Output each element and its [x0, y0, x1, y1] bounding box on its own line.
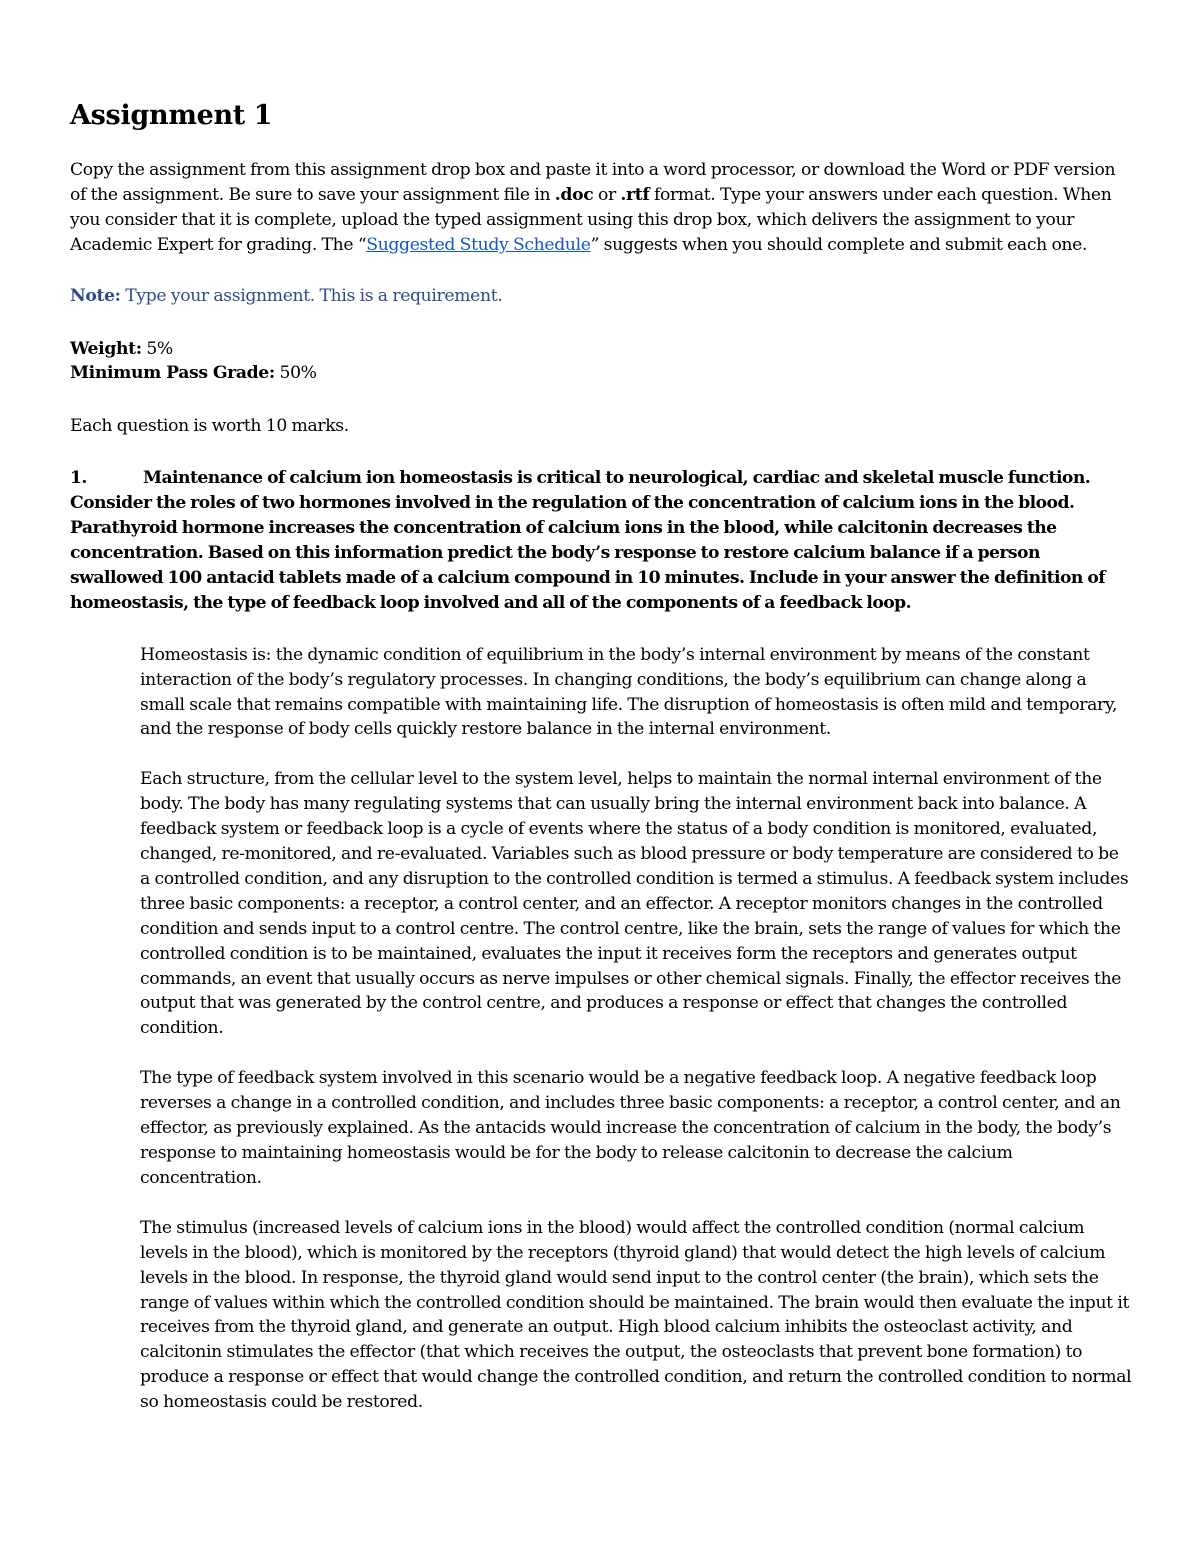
intro-or: or	[593, 184, 621, 205]
page-title: Assignment 1	[70, 100, 273, 131]
intro-paragraph	[70, 158, 1132, 258]
grading-info	[70, 337, 1132, 387]
min-pass-value: 50%	[274, 363, 317, 384]
question-1	[70, 466, 1132, 615]
answer-paragraph-3: The type of feedback system involved in this scenario would be a negative feedback loop. A negative feedback loop reverses a change in a controlled condition, and includes three basic components: a receptor, a control center, and an effector, as previously explained. As the antacids would increase the concentration of calcium in the body, the body’s response to maintaining homeostasis would be for the body to release calcitonin to decrease the calcium concentration.	[140, 1068, 1121, 1188]
note-text: Type your assignment. This is a requirement.	[120, 285, 503, 306]
answer-paragraph-4: The stimulus (increased levels of calcium ions in the blood) would affect the controlled condition (normal calcium levels in the blood), which is monitored by the receptors (thyroid gland) that would detect the high levels of calcium levels in the blood. In response, the thyroid gland would send input to the control center (the brain), which sets the range of values within which the controlled condition should be maintained. The brain would then evaluate the input it receives from the thyroid gland, and generate an output. High blood calcium inhibits the osteoclast activity, and calcitonin stimulates the effector (that which receives the output, the osteoclasts that prevent bone formation) to produce a response or effect that would change the controlled condition, and return the controlled condition to normal so homeostasis could be restored.	[140, 1217, 1132, 1413]
answer-paragraph-2: Each structure, from the cellular level to the system level, helps to maintain the normal internal environment of the body. The body has many regulating systems that can usually bring the internal environment back into balance. A feedback system or feedback loop is a cycle of events where the status of a body condition is monitored, evaluated, changed, re-monitored, and re-evaluated. Variables such as blood pressure or body temperature are considered to be a controlled condition, and any disruption to the controlled condition is termed a stimulus. A feedback system includes three basic components: a receptor, a control center, and an effector. A receptor monitors changes in the controlled condition and sends input to a control centre. The control centre, like the brain, sets the range of values for which the controlled condition is to be maintained, evaluates the input it receives form the receptors and generates output commands, an event that usually occurs as nerve impulses or other chemical signals. Finally, the effector receives the output that was generated by the control centre, and produces a response or effect that changes the controlled condition.	[140, 769, 1129, 1039]
weight-value: 5%	[141, 338, 173, 359]
document-page	[70, 96, 1132, 1440]
weight-line	[70, 337, 1132, 362]
min-pass-line	[70, 361, 1132, 386]
intro-text-3: ” suggests when you should complete and submit each one.	[590, 234, 1088, 255]
intro-text-1: Copy the assignment from this assignment drop box and paste it into a word processor, or download the Word or PDF version of the assignment. Be sure to save your assignment file in	[70, 160, 1116, 205]
question-worth: Each question is worth 10 marks.	[70, 416, 349, 437]
note-label: Note:	[70, 285, 121, 306]
doc-format: .doc	[554, 184, 594, 205]
answer-paragraph-1: Homeostasis is: the dynamic condition of equilibrium in the body’s internal environment by means of the constant interaction of the body’s regulatory processes. In changing conditions, the body’s equilibrium can change along a small scale that remains compatible with maintaining life. The disruption of homeostasis is often mild and temporary, and the response of body cells quickly restore balance in the internal environment.	[140, 644, 1118, 740]
study-schedule-link[interactable]: Suggested Study Schedule	[366, 234, 591, 255]
note-paragraph	[70, 284, 1132, 309]
weight-label: Weight:	[70, 338, 142, 359]
intro-text-2: format. Type your answers under each question. When you consider that it is complete, upload the typed assignment using this drop box, which delivers the assignment to your Academic Expert for grading. The “	[70, 184, 1112, 255]
min-pass-label: Minimum Pass Grade:	[70, 363, 275, 384]
rtf-format: .rtf	[620, 184, 650, 205]
question-number: 1.	[70, 468, 87, 489]
question-text: Maintenance of calcium ion homeostasis is critical to neurological, cardiac and skeletal muscle function. Consider the roles of two hormones involved in the regulation of the concentration of calcium ions in the blood. Parathyroid hormone increases the concentration of calcium ions in the blood, while calcitonin decreases the concentration. Based on this information predict the body’s response to restore calcium balance if a person swallowed 100 antacid tablets made of a calcium compound in 10 minutes. Include in your answer the definition of homeostasis, the type of feedback loop involved and all of the components of a feedback loop.	[70, 468, 1106, 613]
